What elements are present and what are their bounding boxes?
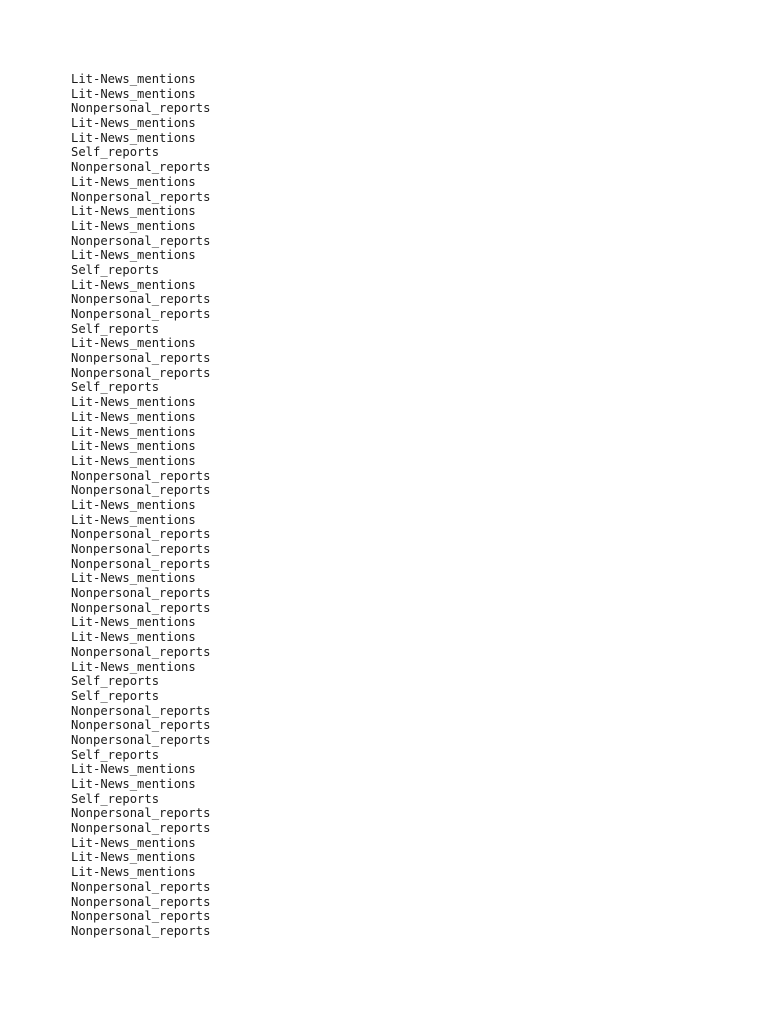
text-line: Nonpersonal_reports: [71, 233, 211, 248]
text-line: Lit-News_mentions: [71, 130, 196, 145]
text-line: Nonpersonal_reports: [71, 527, 211, 542]
text-line: Nonpersonal_reports: [71, 894, 211, 909]
text-line: Self_reports: [71, 747, 160, 762]
text-line: Lit-News_mentions: [71, 439, 196, 454]
text-line: Nonpersonal_reports: [71, 351, 211, 366]
text-line: Nonpersonal_reports: [71, 909, 211, 924]
text-line: Self_reports: [71, 321, 160, 336]
text-line: Lit-News_mentions: [71, 762, 196, 777]
text-line: Lit-News_mentions: [71, 571, 196, 586]
text-line: Nonpersonal_reports: [71, 718, 211, 733]
text-line: Nonpersonal_reports: [71, 644, 211, 659]
text-line: Lit-News_mentions: [71, 395, 196, 410]
text-line: Nonpersonal_reports: [71, 483, 211, 498]
text-line: Lit-News_mentions: [71, 424, 196, 439]
text-line: Lit-News_mentions: [71, 850, 196, 865]
text-line: Lit-News_mentions: [71, 512, 196, 527]
text-line: Lit-News_mentions: [71, 777, 196, 791]
text-line: Nonpersonal_reports: [71, 468, 211, 483]
text-line: Lit-News_mentions: [71, 835, 196, 850]
text-line: Lit-News_mentions: [71, 248, 196, 263]
text-line: Self_reports: [71, 688, 160, 703]
text-line: Lit-News_mentions: [71, 218, 196, 233]
text-line: Lit-News_mentions: [71, 630, 196, 645]
text-line: Lit-News_mentions: [71, 174, 196, 189]
text-line: Lit-News_mentions: [71, 277, 196, 292]
text-line: Nonpersonal_reports: [71, 821, 211, 836]
text-line: Self_reports: [71, 380, 160, 395]
text-line: Lit-News_mentions: [71, 659, 196, 674]
text-line: Nonpersonal_reports: [71, 189, 211, 204]
text-line: Self_reports: [71, 791, 160, 806]
text-line: Lit-News_mentions: [71, 116, 196, 131]
text-line: Nonpersonal_reports: [71, 879, 211, 894]
text-line: Lit-News_mentions: [71, 336, 196, 351]
text-line: Lit-News_mentions: [71, 453, 196, 468]
text-line: Nonpersonal_reports: [71, 923, 211, 938]
text-line-list: [71, 72, 768, 939]
text-line: Nonpersonal_reports: [71, 365, 211, 380]
text-line: Nonpersonal_reports: [71, 292, 211, 307]
text-line: Lit-News_mentions: [71, 204, 196, 219]
text-line: Nonpersonal_reports: [71, 101, 211, 116]
text-line: Nonpersonal_reports: [71, 556, 211, 571]
text-line: Nonpersonal_reports: [71, 160, 211, 175]
text-line: Nonpersonal_reports: [71, 703, 211, 718]
text-line: Lit-News_mentions: [71, 497, 196, 512]
text-line: Self_reports: [71, 262, 160, 277]
text-line: Nonpersonal_reports: [71, 542, 211, 556]
text-line: Self_reports: [71, 145, 160, 160]
text-line: Nonpersonal_reports: [71, 732, 211, 747]
text-line: Lit-News_mentions: [71, 409, 196, 424]
text-line: Self_reports: [71, 674, 160, 689]
text-line: Lit-News_mentions: [71, 615, 196, 630]
text-line: Nonpersonal_reports: [71, 600, 211, 615]
text-line: Nonpersonal_reports: [71, 586, 211, 601]
text-line: Nonpersonal_reports: [71, 806, 211, 821]
text-line: Lit-News_mentions: [71, 86, 196, 101]
text-line: Lit-News_mentions: [71, 865, 196, 880]
text-line: Lit-News_mentions: [71, 72, 196, 86]
text-line: Nonpersonal_reports: [71, 307, 211, 321]
